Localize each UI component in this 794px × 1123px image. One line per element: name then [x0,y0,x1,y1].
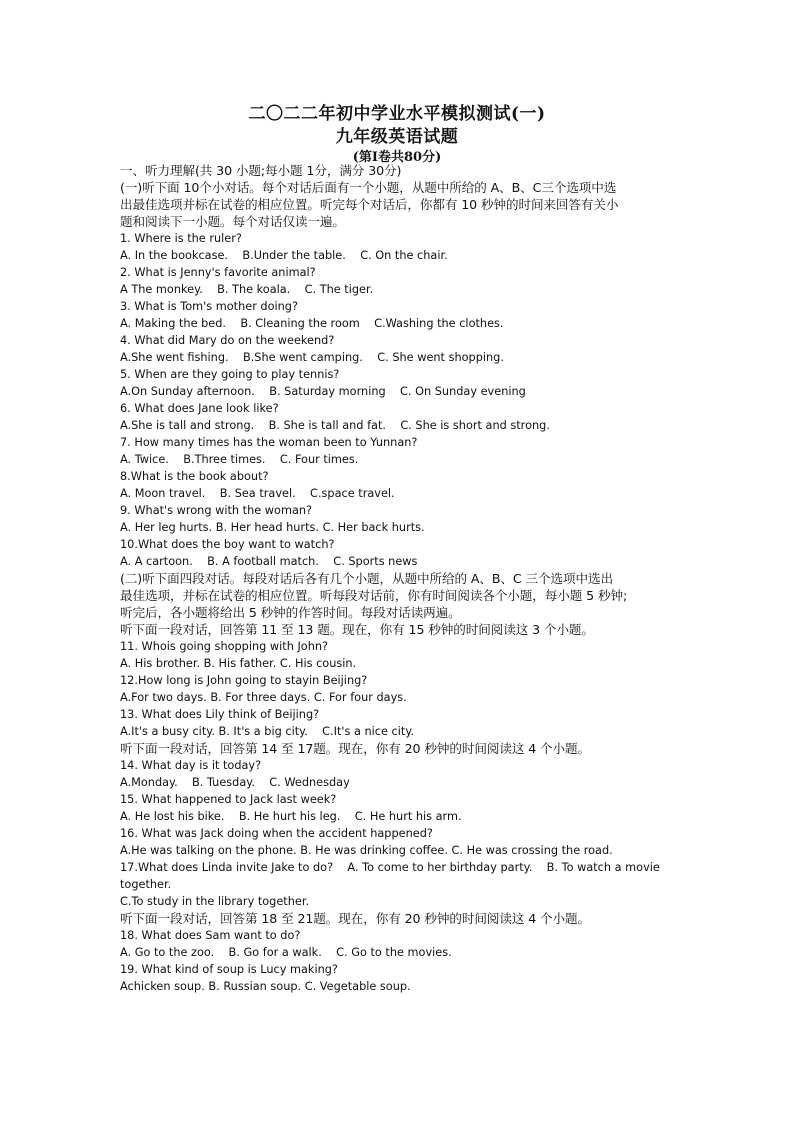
options: A. In the bookcase. B.Under the table. C. On the chair. [120,249,448,262]
instruction-line: (一)听下面 10个小对话。每个对话后面有一个小题，从题中所给的 A、B、C三个选项中选 [120,180,617,195]
options-continued: together. [120,878,172,891]
question: 4. What did Mary do on the weekend? [120,334,335,347]
options: Achicken soup. B. Russian soup. C. Vegetable soup. [120,980,411,993]
options: A. A cartoon. B. A football match. C. Sports news [120,555,418,568]
options: A. His brother. B. His father. C. His cousin. [120,657,357,670]
volume-label: (第Ⅰ卷共80分) [352,150,442,165]
instruction-line: 题和阅读下一小题。每个对话仅读一遍。 [120,214,345,229]
options: A.She is tall and strong. B. She is tall and fat. C. She is short and strong. [120,419,550,432]
dialogue-intro: 听下面一段对话，回答第 14 至 17题。现在，你有 20 秒钟的时间阅读这 4 个小题。 [120,741,591,756]
options: A.Monday. B. Tuesday. C. Wednesday [120,776,350,789]
options: A.It's a busy city. B. It's a big city. C.It's a nice city. [120,725,415,738]
instruction-line: 听完后，各小题将给出 5 秒钟的作答时间。每段对话读两遍。 [120,605,461,620]
exam-title: 二〇二二年初中学业水平模拟测试(一) [248,104,546,124]
options: A. Her leg hurts. B. Her head hurts. C. Her back hurts. [120,521,425,534]
question: 9. What's wrong with the woman? [120,504,313,517]
options: A.She went fishing. B.She went camping. C. She went shopping. [120,351,504,364]
options: A The monkey. B. The koala. C. The tiger. [120,283,374,296]
instruction-line: 最佳选项，并标在试卷的相应位置。听每段对话前，你有时间阅读各个小题，每小题 5 秒钟; [120,588,628,603]
options: C.To study in the library together. [120,895,310,908]
question: 10.What does the boy want to watch? [120,538,335,551]
question: 17.What does Linda invite Jake to do? A. To come to her birthday party. B. To watch a movie [120,861,660,874]
question: 19. What kind of soup is Lucy making? [120,963,338,976]
options: A. He lost his bike. B. He hurt his leg. C. He hurt his arm. [120,810,462,823]
question: 15. What happened to Jack last week? [120,793,337,806]
options: A. Go to the zoo. B. Go for a walk. C. Go to the movies. [120,946,452,959]
options: A. Moon travel. B. Sea travel. C.space travel. [120,487,395,500]
question: 11. Whois going shopping with John? [120,640,329,653]
question: 7. How many times has the woman been to Yunnan? [120,436,418,449]
exam-body [120,162,676,995]
exam-subtitle: 九年级英语试题 [335,127,459,147]
options: A.He was talking on the phone. B. He was drinking coffee. C. He was crossing the road. [120,844,613,857]
question: 16. What was Jack doing when the accident happened? [120,827,433,840]
options: A.For two days. B. For three days. C. For four days. [120,691,407,704]
instruction-line: 出最佳选项并标在试卷的相应位置。听完每个对话后，你都有 10 秒钟的时间来回答有关小 [120,197,619,212]
question: 12.How long is John going to stayin Beijing? [120,674,368,687]
dialogue-intro: 听下面一段对话，回答第 18 至 21题。现在，你有 20 秒钟的时间阅读这 4 个小题。 [120,911,591,926]
question: 2. What is Jenny's favorite animal? [120,266,316,279]
question: 3. What is Tom's mother doing? [120,300,298,313]
question: 18. What does Sam want to do? [120,929,301,942]
question: 14. What day is it today? [120,759,262,772]
options: A.On Sunday afternoon. B. Saturday morning C. On Sunday evening [120,385,526,398]
instruction-line: (二)听下面四段对话。每段对话后各有几个小题，从题中所给的 A、B、C 三个选项中选出 [120,571,613,586]
question: 13. What does Lily think of Beijing? [120,708,320,721]
dialogue-intro: 听下面一段对话，回答第 11 至 13 题。现在，你有 15 秒钟的时间阅读这 3 个小题。 [120,622,594,637]
options: A. Twice. B.Three times. C. Four times. [120,453,359,466]
options: A. Making the bed. B. Cleaning the room C.Washing the clothes. [120,317,504,330]
question: 8.What is the book about? [120,470,269,483]
question: 6. What does Jane look like? [120,402,279,415]
question: 1. Where is the ruler? [120,232,242,245]
question: 5. When are they going to play tennis? [120,368,340,381]
section-heading: 一、听力理解(共 30 小题;每小题 1分，满分 30分) [120,163,402,178]
